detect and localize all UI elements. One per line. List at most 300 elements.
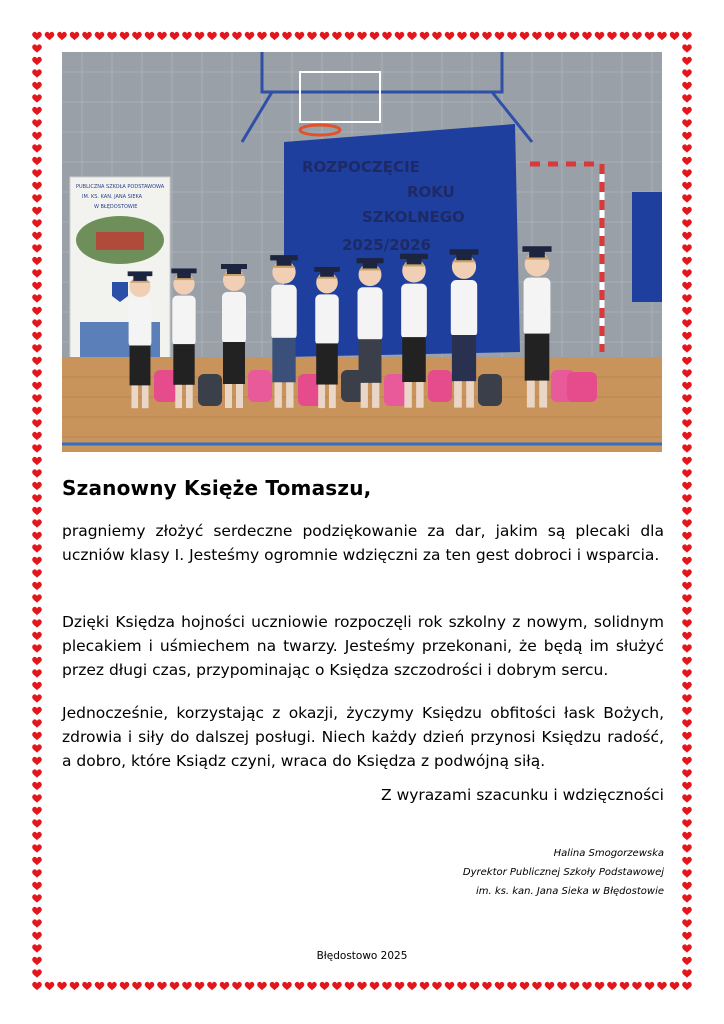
heart-icon bbox=[32, 707, 42, 715]
child-bottom bbox=[359, 339, 382, 383]
heart-icon bbox=[657, 982, 667, 990]
heart-icon bbox=[32, 669, 42, 677]
heart-icon bbox=[282, 32, 292, 40]
heart-icon bbox=[57, 32, 67, 40]
heart-icon bbox=[682, 232, 692, 240]
heart-icon bbox=[320, 32, 330, 40]
heart-icon bbox=[120, 32, 130, 40]
heart-icon bbox=[32, 82, 42, 90]
heart-icon bbox=[207, 32, 217, 40]
heart-icon bbox=[682, 819, 692, 827]
child-leg bbox=[454, 381, 462, 407]
heart-icon bbox=[432, 982, 442, 990]
heart-icon bbox=[332, 982, 342, 990]
child-shirt bbox=[401, 284, 427, 340]
heart-icon bbox=[620, 982, 630, 990]
heart-icon bbox=[32, 44, 42, 52]
heart-icon bbox=[682, 807, 692, 815]
letter-closing: Z wyrazami szacunku i wdzięczności bbox=[381, 786, 664, 804]
heart-icon bbox=[32, 869, 42, 877]
heart-icon bbox=[120, 982, 130, 990]
heart-icon bbox=[682, 419, 692, 427]
heart-icon bbox=[32, 307, 42, 315]
heart-icon bbox=[682, 207, 692, 215]
heart-icon bbox=[32, 332, 42, 340]
heart-icon bbox=[445, 982, 455, 990]
heart-icon bbox=[682, 94, 692, 102]
heart-icon bbox=[570, 32, 580, 40]
heart-icon bbox=[682, 907, 692, 915]
heart-icon bbox=[432, 32, 442, 40]
heart-icon bbox=[682, 657, 692, 665]
heart-icon bbox=[682, 732, 692, 740]
heart-icon bbox=[682, 382, 692, 390]
backpack bbox=[198, 374, 222, 406]
letter-paragraph-1: pragniemy złożyć serdeczne podziękowanie za dar, jakim są plecaki dla uczniów klasy I. Jesteśmy ogromnie wdzięczni za ten gest dobroci i wsparcia. bbox=[62, 522, 664, 564]
letter-paragraph-3: Jednocześnie, korzystając z okazji, życzymy Księdzu obfitości łask Bożych, zdrowia i siły do dalszej posługi. Niech każdy dzień przynosi Księdzu radość, a dobro, które Ksiądz czyni, wraca do Księdza z podwójną siłą. bbox=[62, 704, 664, 770]
heart-icon bbox=[32, 169, 42, 177]
heart-icon bbox=[545, 982, 555, 990]
mortarboard-base bbox=[456, 254, 471, 261]
heart-icon bbox=[32, 594, 42, 602]
heart-icon bbox=[520, 982, 530, 990]
mortarboard-base bbox=[177, 272, 191, 278]
heart-icon bbox=[257, 982, 267, 990]
heart-icon bbox=[470, 32, 480, 40]
heart-icon bbox=[682, 307, 692, 315]
heart-icon bbox=[682, 794, 692, 802]
heart-icon bbox=[32, 194, 42, 202]
heart-icon bbox=[682, 719, 692, 727]
heart-icon bbox=[682, 707, 692, 715]
heart-icon bbox=[682, 269, 692, 277]
heart-icon bbox=[682, 69, 692, 77]
heart-icon bbox=[682, 357, 692, 365]
heart-icon bbox=[32, 219, 42, 227]
heart-icon bbox=[182, 982, 192, 990]
heart-icon bbox=[682, 544, 692, 552]
heart-icon bbox=[570, 982, 580, 990]
heart-icon bbox=[682, 32, 692, 40]
heart-icon bbox=[682, 282, 692, 290]
mortarboard-base bbox=[363, 262, 378, 268]
heart-icon bbox=[182, 32, 192, 40]
heart-icon bbox=[682, 694, 692, 702]
heart-icon bbox=[657, 32, 667, 40]
heart-icon bbox=[157, 32, 167, 40]
child-leg bbox=[175, 385, 182, 408]
heart-icon bbox=[32, 132, 42, 140]
heart-icon bbox=[670, 32, 680, 40]
heart-icon bbox=[482, 982, 492, 990]
heart-icon bbox=[32, 832, 42, 840]
heart-icon bbox=[32, 269, 42, 277]
heart-icon bbox=[682, 57, 692, 65]
heart-icon bbox=[345, 982, 355, 990]
heart-icon bbox=[682, 769, 692, 777]
heart-icon bbox=[32, 244, 42, 252]
heart-icon bbox=[682, 644, 692, 652]
heart-icon bbox=[32, 932, 42, 940]
child-leg bbox=[416, 382, 423, 408]
backpack bbox=[567, 372, 597, 402]
mortarboard-base bbox=[227, 268, 241, 274]
heart-icon bbox=[532, 982, 542, 990]
heart-icon bbox=[407, 32, 417, 40]
heart-icon bbox=[220, 32, 230, 40]
child-leg bbox=[236, 384, 243, 408]
heart-icon bbox=[307, 982, 317, 990]
banner-line-1: ROZPOCZĘCIE bbox=[302, 158, 420, 176]
heart-icon bbox=[632, 32, 642, 40]
heart-icon bbox=[532, 32, 542, 40]
heart-icon bbox=[682, 432, 692, 440]
heart-icon bbox=[520, 32, 530, 40]
ceremony-photo bbox=[62, 52, 662, 452]
banner-line-3: SZKOLNEGO bbox=[362, 208, 465, 226]
child-leg bbox=[318, 385, 325, 409]
heart-icon bbox=[257, 32, 267, 40]
heart-icon bbox=[170, 32, 180, 40]
heart-icon bbox=[32, 694, 42, 702]
heart-icon bbox=[32, 657, 42, 665]
heart-icon bbox=[32, 119, 42, 127]
child-leg bbox=[286, 382, 293, 407]
heart-icon bbox=[682, 457, 692, 465]
child-bottom bbox=[223, 342, 245, 384]
heart-icon bbox=[557, 982, 567, 990]
heart-icon bbox=[682, 257, 692, 265]
child-bottom bbox=[402, 337, 426, 382]
child-leg bbox=[225, 384, 232, 408]
heart-icon bbox=[682, 169, 692, 177]
child-leg bbox=[186, 385, 193, 408]
heart-icon bbox=[682, 144, 692, 152]
heart-icon bbox=[645, 32, 655, 40]
heart-icon bbox=[32, 69, 42, 77]
heart-icon bbox=[595, 32, 605, 40]
heart-icon bbox=[32, 532, 42, 540]
heart-icon bbox=[682, 682, 692, 690]
heart-icon bbox=[682, 244, 692, 252]
heart-icon bbox=[320, 982, 330, 990]
backpack bbox=[478, 374, 502, 406]
heart-icon bbox=[32, 319, 42, 327]
heart-icon bbox=[682, 132, 692, 140]
heart-icon bbox=[682, 607, 692, 615]
heart-icon bbox=[270, 32, 280, 40]
heart-icon bbox=[32, 607, 42, 615]
heart-icon bbox=[682, 219, 692, 227]
heart-icon bbox=[220, 982, 230, 990]
heart-icon bbox=[607, 982, 617, 990]
heart-icon bbox=[682, 632, 692, 640]
heart-icon bbox=[395, 982, 405, 990]
heart-icon bbox=[682, 82, 692, 90]
heart-icon bbox=[32, 207, 42, 215]
heart-icon bbox=[232, 32, 242, 40]
signature-title: Dyrektor Publicznej Szkoły Podstawowej bbox=[462, 867, 664, 878]
backpack bbox=[248, 370, 272, 402]
heart-icon bbox=[32, 894, 42, 902]
heart-icon bbox=[32, 794, 42, 802]
heart-icon bbox=[57, 982, 67, 990]
place-date: Błędostowo 2025 bbox=[316, 950, 408, 962]
letter-paragraph-2: Dzięki Księdza hojności uczniowie rozpoczęli rok szkolny z nowym, solidnym plecakiem i uśmiechem na twarzy. Jesteśmy przekonani, że będą im służyć przez długi czas, przypominając o Księdza szczodrości i dobrym sercu. bbox=[62, 613, 664, 679]
heart-icon bbox=[45, 982, 55, 990]
heart-icon bbox=[395, 32, 405, 40]
heart-icon bbox=[357, 982, 367, 990]
heart-icon bbox=[645, 982, 655, 990]
heart-icon bbox=[682, 532, 692, 540]
heart-icon bbox=[32, 582, 42, 590]
heart-icon bbox=[682, 619, 692, 627]
child-shirt bbox=[271, 285, 296, 340]
heart-icon bbox=[32, 557, 42, 565]
banner-line-4: 2025/2026 bbox=[342, 236, 431, 254]
heart-icon bbox=[682, 394, 692, 402]
heart-icon bbox=[682, 369, 692, 377]
heart-icon bbox=[170, 982, 180, 990]
heart-icon bbox=[157, 982, 167, 990]
heart-icon bbox=[682, 557, 692, 565]
heart-icon bbox=[682, 894, 692, 902]
heart-icon bbox=[45, 32, 55, 40]
heart-icon bbox=[682, 669, 692, 677]
heart-icon bbox=[357, 32, 367, 40]
heart-icon bbox=[682, 194, 692, 202]
heart-icon bbox=[632, 982, 642, 990]
heart-icon bbox=[682, 832, 692, 840]
heart-icon bbox=[32, 807, 42, 815]
mortarboard-base bbox=[320, 271, 334, 277]
heart-icon bbox=[307, 32, 317, 40]
heart-icon bbox=[345, 32, 355, 40]
heart-icon bbox=[682, 294, 692, 302]
heart-icon bbox=[682, 569, 692, 577]
heart-icon bbox=[457, 982, 467, 990]
heart-icon bbox=[32, 732, 42, 740]
heart-icon bbox=[682, 407, 692, 415]
heart-icon bbox=[682, 582, 692, 590]
rollup-line-3: W BŁĘDOSTOWIE bbox=[94, 204, 138, 210]
heart-icon bbox=[470, 982, 480, 990]
heart-icon bbox=[32, 844, 42, 852]
heart-icon bbox=[495, 982, 505, 990]
heart-icon bbox=[32, 344, 42, 352]
heart-icon bbox=[32, 857, 42, 865]
heart-icon bbox=[682, 969, 692, 977]
heart-icon bbox=[332, 32, 342, 40]
heart-icon bbox=[232, 982, 242, 990]
heart-icon bbox=[32, 744, 42, 752]
heart-icon bbox=[682, 482, 692, 490]
heart-icon bbox=[420, 32, 430, 40]
mortarboard-base bbox=[277, 259, 292, 265]
child-shirt bbox=[451, 280, 477, 337]
heart-icon bbox=[682, 594, 692, 602]
child-shirt bbox=[172, 296, 195, 346]
heart-icon bbox=[32, 257, 42, 265]
heart-icon bbox=[545, 32, 555, 40]
heart-icon bbox=[207, 982, 217, 990]
heart-icon bbox=[682, 344, 692, 352]
child-leg bbox=[274, 382, 281, 407]
heart-icon bbox=[32, 644, 42, 652]
child-bottom bbox=[272, 338, 295, 383]
letter-greeting: Szanowny Księże Tomaszu, bbox=[62, 476, 372, 500]
heart-icon bbox=[370, 32, 380, 40]
heart-icon bbox=[620, 32, 630, 40]
heart-icon bbox=[682, 319, 692, 327]
heart-icon bbox=[32, 494, 42, 502]
child-leg bbox=[131, 385, 138, 408]
heart-icon bbox=[682, 857, 692, 865]
heart-icon bbox=[195, 982, 205, 990]
signature-name: Halina Smogorzewska bbox=[553, 848, 664, 859]
heart-icon bbox=[495, 32, 505, 40]
child-leg bbox=[329, 385, 336, 409]
heart-icon bbox=[507, 982, 517, 990]
heart-icon bbox=[32, 519, 42, 527]
heart-icon bbox=[282, 982, 292, 990]
heart-icon bbox=[107, 982, 117, 990]
mortarboard-base bbox=[529, 251, 545, 258]
heart-icon bbox=[145, 32, 155, 40]
heart-icon bbox=[595, 982, 605, 990]
heart-icon bbox=[32, 482, 42, 490]
heart-icon bbox=[32, 107, 42, 115]
heart-icon bbox=[132, 32, 142, 40]
child-leg bbox=[404, 382, 411, 408]
heart-icon bbox=[682, 494, 692, 502]
heart-icon bbox=[382, 982, 392, 990]
heart-icon bbox=[32, 432, 42, 440]
heart-icon bbox=[107, 32, 117, 40]
heart-icon bbox=[82, 32, 92, 40]
child-leg bbox=[466, 381, 474, 407]
heart-icon bbox=[32, 819, 42, 827]
heart-icon bbox=[457, 32, 467, 40]
heart-icon bbox=[682, 932, 692, 940]
heart-icon bbox=[682, 444, 692, 452]
signature-school: im. ks. kan. Jana Sieka w Błędostowie bbox=[475, 886, 664, 897]
heart-icon bbox=[32, 969, 42, 977]
heart-icon bbox=[132, 982, 142, 990]
child-leg bbox=[361, 383, 368, 408]
heart-icon bbox=[670, 982, 680, 990]
heart-icon bbox=[32, 982, 42, 990]
child-bottom bbox=[525, 334, 550, 381]
heart-icon bbox=[682, 119, 692, 127]
heart-icon bbox=[32, 419, 42, 427]
heart-icon bbox=[482, 32, 492, 40]
heart-icon bbox=[682, 869, 692, 877]
banner-line-2: ROKU bbox=[407, 183, 455, 201]
heart-icon bbox=[32, 682, 42, 690]
heart-icon bbox=[32, 619, 42, 627]
child-bottom bbox=[130, 346, 151, 386]
heart-icon bbox=[32, 507, 42, 515]
heart-icon bbox=[70, 32, 80, 40]
heart-icon bbox=[82, 982, 92, 990]
heart-icon bbox=[295, 982, 305, 990]
backpack bbox=[428, 370, 452, 402]
heart-icon bbox=[70, 982, 80, 990]
heart-icon bbox=[682, 507, 692, 515]
heart-icon bbox=[295, 32, 305, 40]
heart-icon bbox=[32, 394, 42, 402]
heart-icon bbox=[682, 519, 692, 527]
heart-icon bbox=[557, 32, 567, 40]
heart-icon bbox=[32, 719, 42, 727]
child-bottom bbox=[173, 344, 194, 385]
child-leg bbox=[372, 383, 379, 408]
heart-icon bbox=[32, 882, 42, 890]
child-shirt bbox=[222, 292, 246, 344]
heart-icon bbox=[607, 32, 617, 40]
heart-icon bbox=[32, 282, 42, 290]
heart-icon bbox=[32, 407, 42, 415]
heart-icon bbox=[32, 382, 42, 390]
heart-icon bbox=[32, 769, 42, 777]
heart-icon bbox=[370, 982, 380, 990]
heart-icon bbox=[32, 632, 42, 640]
heart-icon bbox=[95, 32, 105, 40]
heart-icon bbox=[682, 757, 692, 765]
heart-icon bbox=[682, 157, 692, 165]
heart-icon bbox=[32, 907, 42, 915]
heart-icon bbox=[32, 757, 42, 765]
heart-icon bbox=[32, 357, 42, 365]
mortarboard-base bbox=[133, 275, 146, 281]
child-shirt bbox=[129, 298, 152, 347]
heart-icon bbox=[507, 32, 517, 40]
heart-icon bbox=[145, 982, 155, 990]
child-bottom bbox=[452, 335, 476, 381]
heart-icon bbox=[682, 919, 692, 927]
heart-icon bbox=[32, 232, 42, 240]
child-leg bbox=[539, 381, 547, 408]
heart-icon bbox=[32, 144, 42, 152]
heart-icon bbox=[32, 32, 42, 40]
heart-icon bbox=[682, 182, 692, 190]
heart-icon bbox=[245, 982, 255, 990]
child-shirt bbox=[524, 278, 551, 336]
signature-block bbox=[463, 844, 664, 901]
heart-icon bbox=[195, 32, 205, 40]
heart-icon bbox=[32, 782, 42, 790]
heart-icon bbox=[95, 982, 105, 990]
heart-icon bbox=[682, 782, 692, 790]
heart-icon bbox=[32, 569, 42, 577]
heart-icon bbox=[32, 294, 42, 302]
heart-icon bbox=[682, 469, 692, 477]
heart-icon bbox=[32, 157, 42, 165]
heart-icon bbox=[32, 182, 42, 190]
mortarboard-base bbox=[407, 258, 422, 264]
child-leg bbox=[142, 385, 149, 408]
heart-icon bbox=[32, 444, 42, 452]
heart-icon bbox=[382, 32, 392, 40]
heart-icon bbox=[32, 544, 42, 552]
heart-icon bbox=[682, 744, 692, 752]
heart-icon bbox=[682, 882, 692, 890]
heart-icon bbox=[582, 982, 592, 990]
heart-icon bbox=[420, 982, 430, 990]
heart-icon bbox=[270, 982, 280, 990]
heart-icon bbox=[682, 982, 692, 990]
